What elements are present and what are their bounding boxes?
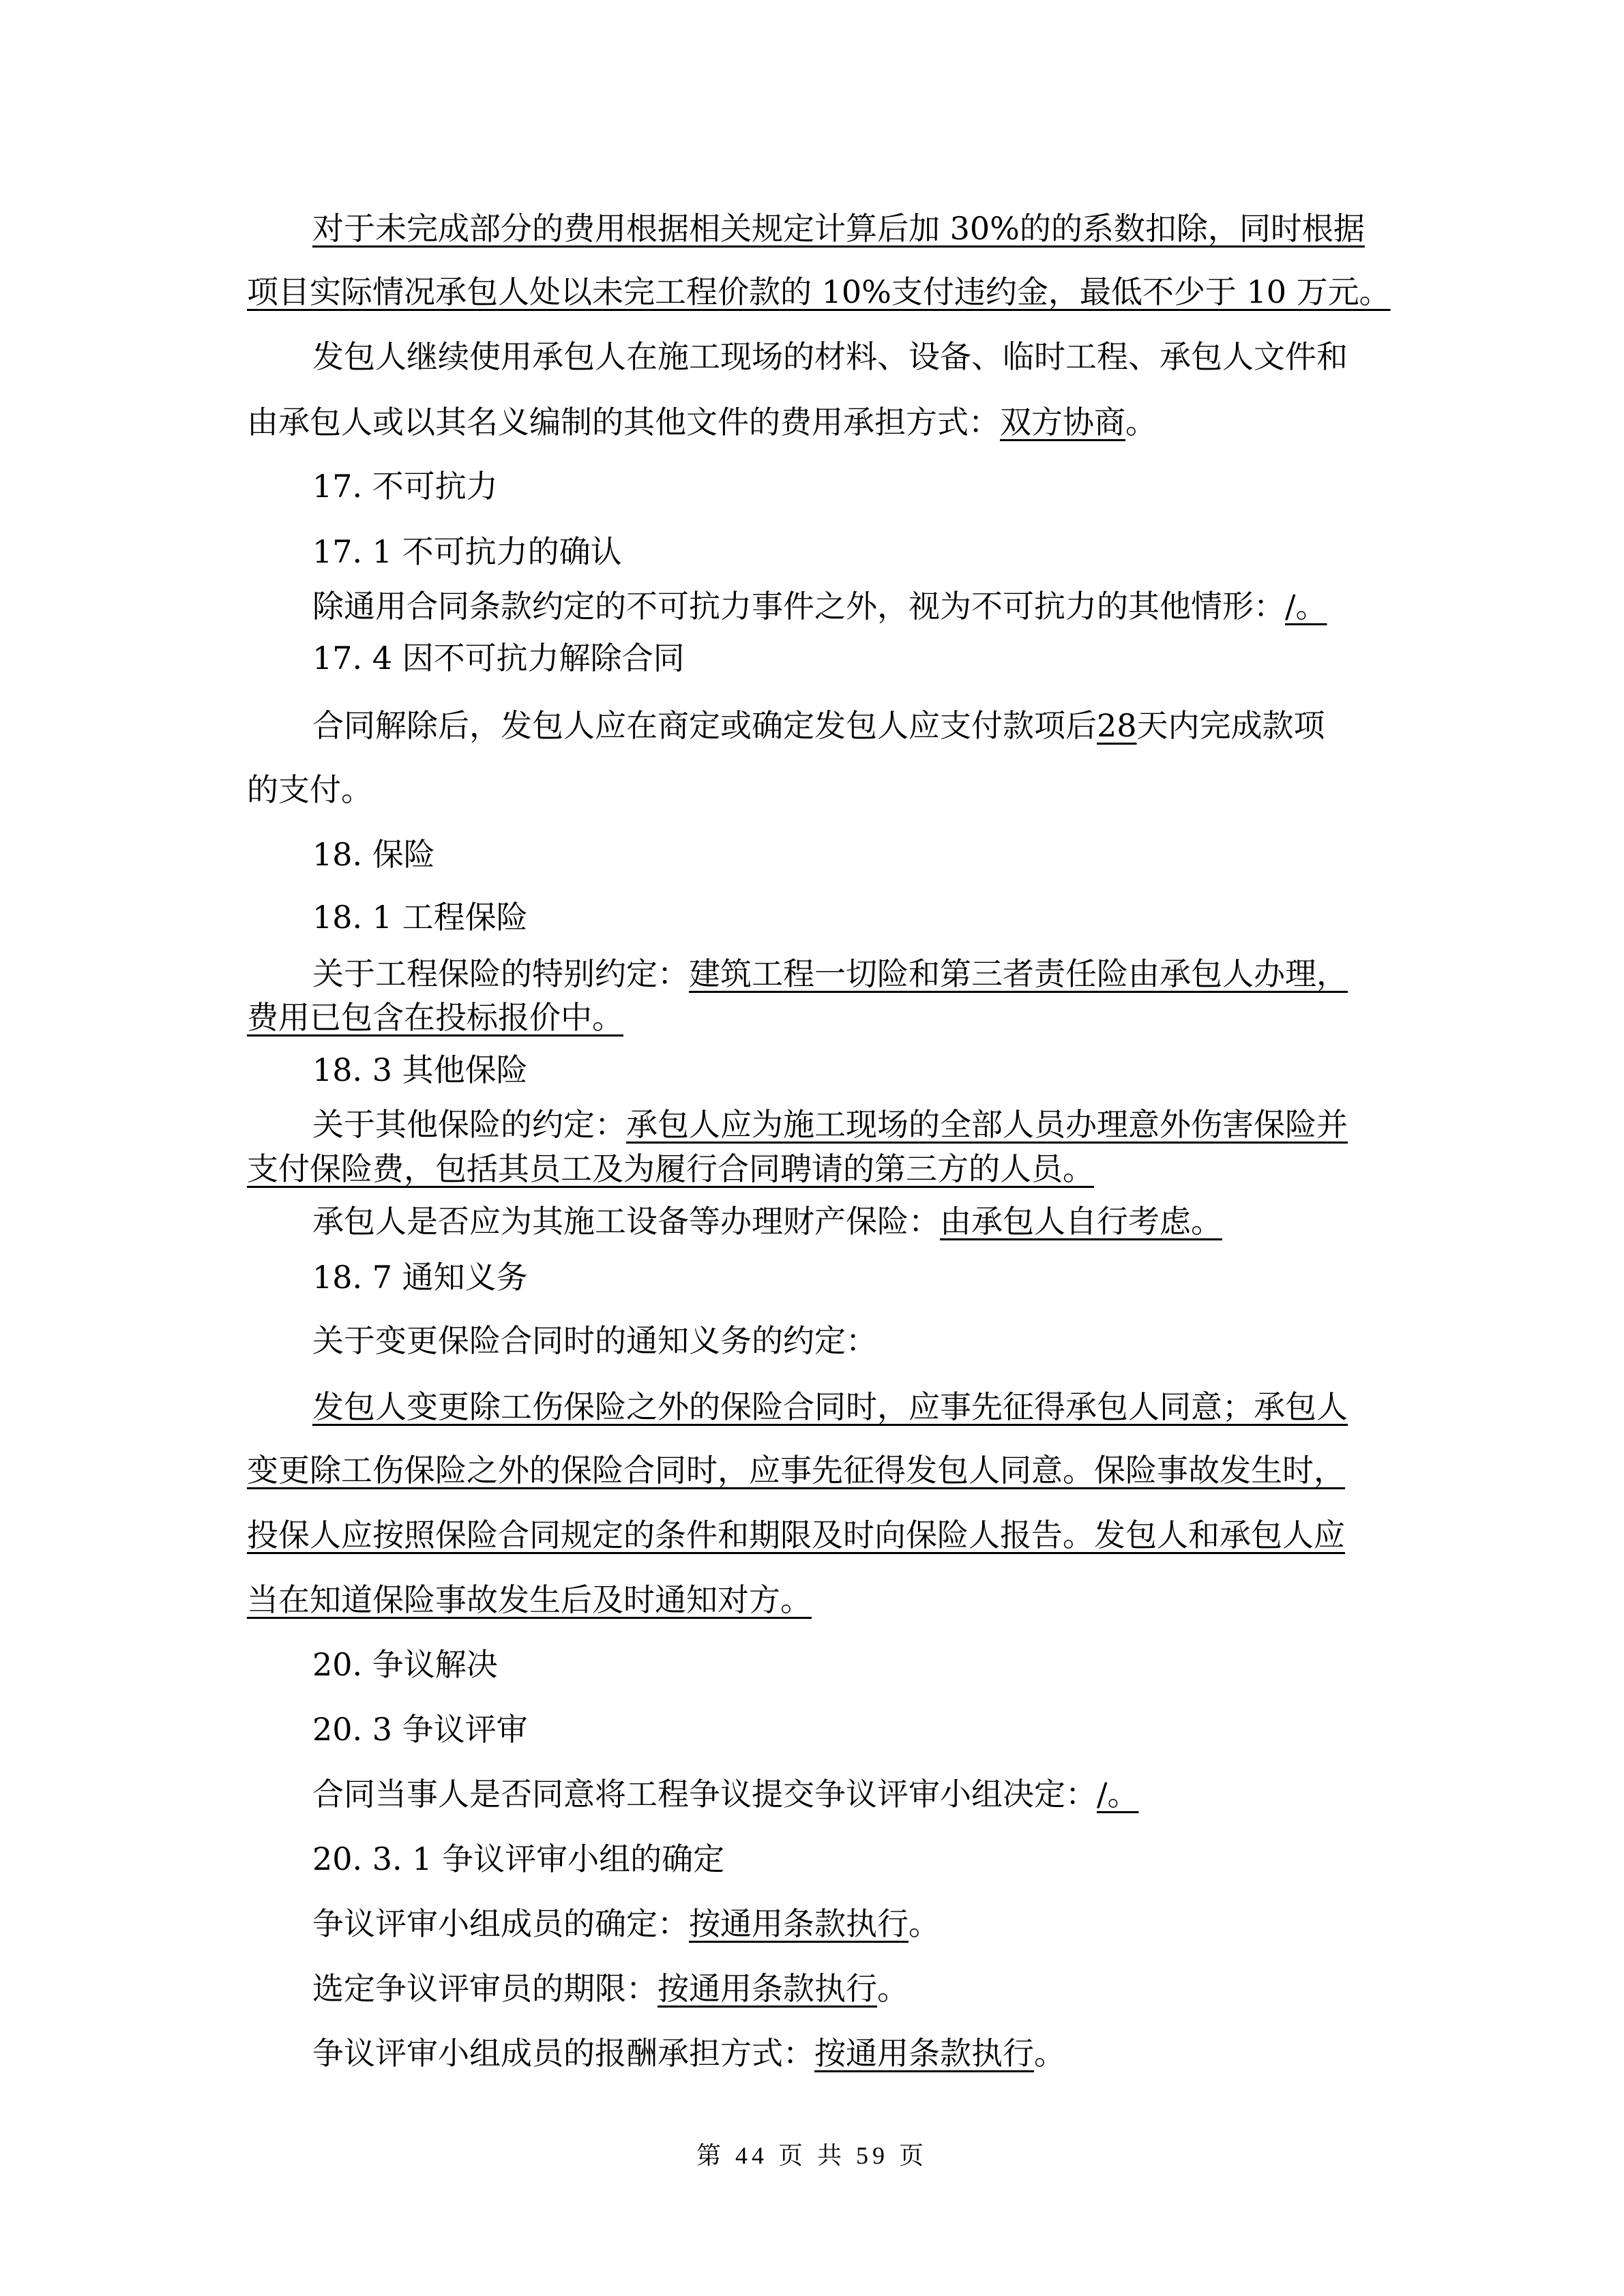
text: 。: [877, 1970, 909, 2007]
paragraph-line: [312, 1203, 1222, 1240]
page-footer: 第 44 页 共 59 页: [696, 2142, 928, 2169]
underlined-value: /。: [1285, 588, 1327, 625]
underlined-text: 发包人变更除工伤保险之外的保险合同时，应事先征得承包人同意；承包人: [312, 1388, 1348, 1425]
underlined-text: 支付保险费，包括其员工及为履行合同聘请的第三方的人员。: [247, 1150, 1094, 1187]
text: 。: [1034, 2035, 1065, 2072]
underlined-value: 按通用条款执行: [658, 1970, 877, 2007]
underlined-value: 按通用条款执行: [689, 1905, 909, 1942]
underlined-value: 按通用条款执行: [814, 2035, 1034, 2072]
underlined-value: 28: [1097, 707, 1137, 744]
text: 选定争议评审员的期限：: [312, 1970, 658, 2007]
paragraph-line: [247, 1150, 1094, 1187]
text: 天内完成款项: [1136, 707, 1325, 744]
paragraph-line: [312, 1388, 1348, 1425]
paragraph-line: 发包人继续使用承包人在施工现场的材料、设备、临时工程、承包人文件和: [312, 338, 1348, 375]
text: 由承包人或以其名义编制的其他文件的费用承担方式：: [247, 404, 1000, 441]
paragraph-line: 的支付。: [247, 771, 372, 808]
underlined-value: 由承包人自行考虑。: [940, 1203, 1222, 1240]
section-heading-18-7: 18. 7 通知义务: [312, 1259, 528, 1296]
section-heading-18: 18. 保险: [312, 836, 435, 873]
paragraph-line: [312, 1970, 909, 2007]
underlined-text: 变更除工伤保险之外的保险合同时，应事先征得发包人同意。保险事故发生时，: [247, 1452, 1345, 1489]
paragraph-line: [312, 1106, 1348, 1143]
paragraph-line: [312, 1905, 940, 1942]
text: 。: [909, 1905, 940, 1942]
section-heading-20-3: 20. 3 争议评审: [312, 1711, 528, 1748]
text: 合同解除后，发包人应在商定或确定发包人应支付款项后: [312, 707, 1097, 744]
paragraph-line: [247, 999, 623, 1036]
paragraph-line: [312, 588, 1327, 625]
text: 争议评审小组成员的确定：: [312, 1905, 689, 1942]
underlined-text: 费用已包含在投标报价中。: [247, 999, 623, 1036]
text: 除通用合同条款约定的不可抗力事件之外，视为不可抗力的其他情形：: [312, 588, 1285, 625]
paragraph-line: [312, 707, 1325, 744]
underlined-value: 建筑工程一切险和第三者责任险由承包人办理，: [689, 955, 1348, 992]
underlined-text: 当在知道保险事故发生后及时通知对方。: [247, 1581, 812, 1618]
paragraph-line: [312, 210, 1365, 247]
paragraph-line: [247, 404, 1157, 441]
text: 关于其他保险的约定：: [312, 1106, 626, 1143]
section-heading-18-1: 18. 1 工程保险: [312, 899, 528, 936]
text: 合同当事人是否同意将工程争议提交争议评审小组决定：: [312, 1776, 1097, 1813]
text: 。: [1125, 404, 1157, 441]
paragraph-line: [312, 955, 1348, 992]
paragraph-line: 关于变更保险合同时的通知义务的约定：: [312, 1322, 877, 1359]
underlined-text: 对于未完成部分的费用根据相关规定计算后加 30%的的系数扣除，同时根据: [312, 210, 1365, 247]
underlined-value: 双方协商: [1000, 404, 1125, 441]
paragraph-line: [312, 2035, 1065, 2072]
section-heading-18-3: 18. 3 其他保险: [312, 1052, 528, 1088]
underlined-value: 承包人应为施工现场的全部人员办理意外伤害保险并: [626, 1106, 1348, 1143]
paragraph-line: [247, 273, 1391, 310]
underlined-text: 投保人应按照保险合同规定的条件和期限及时向保险人报告。发包人和承包人应: [247, 1517, 1345, 1553]
section-heading-20: 20. 争议解决: [312, 1646, 498, 1683]
underlined-text: 项目实际情况承包人处以未完工程价款的 10%支付违约金，最低不少于 10 万元。: [247, 273, 1391, 310]
section-heading-20-3-1: 20. 3. 1 争议评审小组的确定: [312, 1840, 725, 1877]
paragraph-line: [312, 1776, 1139, 1813]
underlined-value: /。: [1097, 1776, 1139, 1813]
text: 争议评审小组成员的报酬承担方式：: [312, 2035, 814, 2072]
paragraph-line: [247, 1519, 1345, 1551]
text: 关于工程保险的特别约定：: [312, 955, 689, 992]
section-heading-17-4: 17. 4 因不可抗力解除合同: [312, 640, 685, 676]
text: 承包人是否应为其施工设备等办理财产保险：: [312, 1203, 940, 1240]
paragraph-line: [247, 1452, 1345, 1489]
paragraph-line: [247, 1581, 812, 1618]
section-heading-17: 17. 不可抗力: [312, 468, 498, 505]
section-heading-17-1: 17. 1 不可抗力的确认: [312, 533, 622, 570]
